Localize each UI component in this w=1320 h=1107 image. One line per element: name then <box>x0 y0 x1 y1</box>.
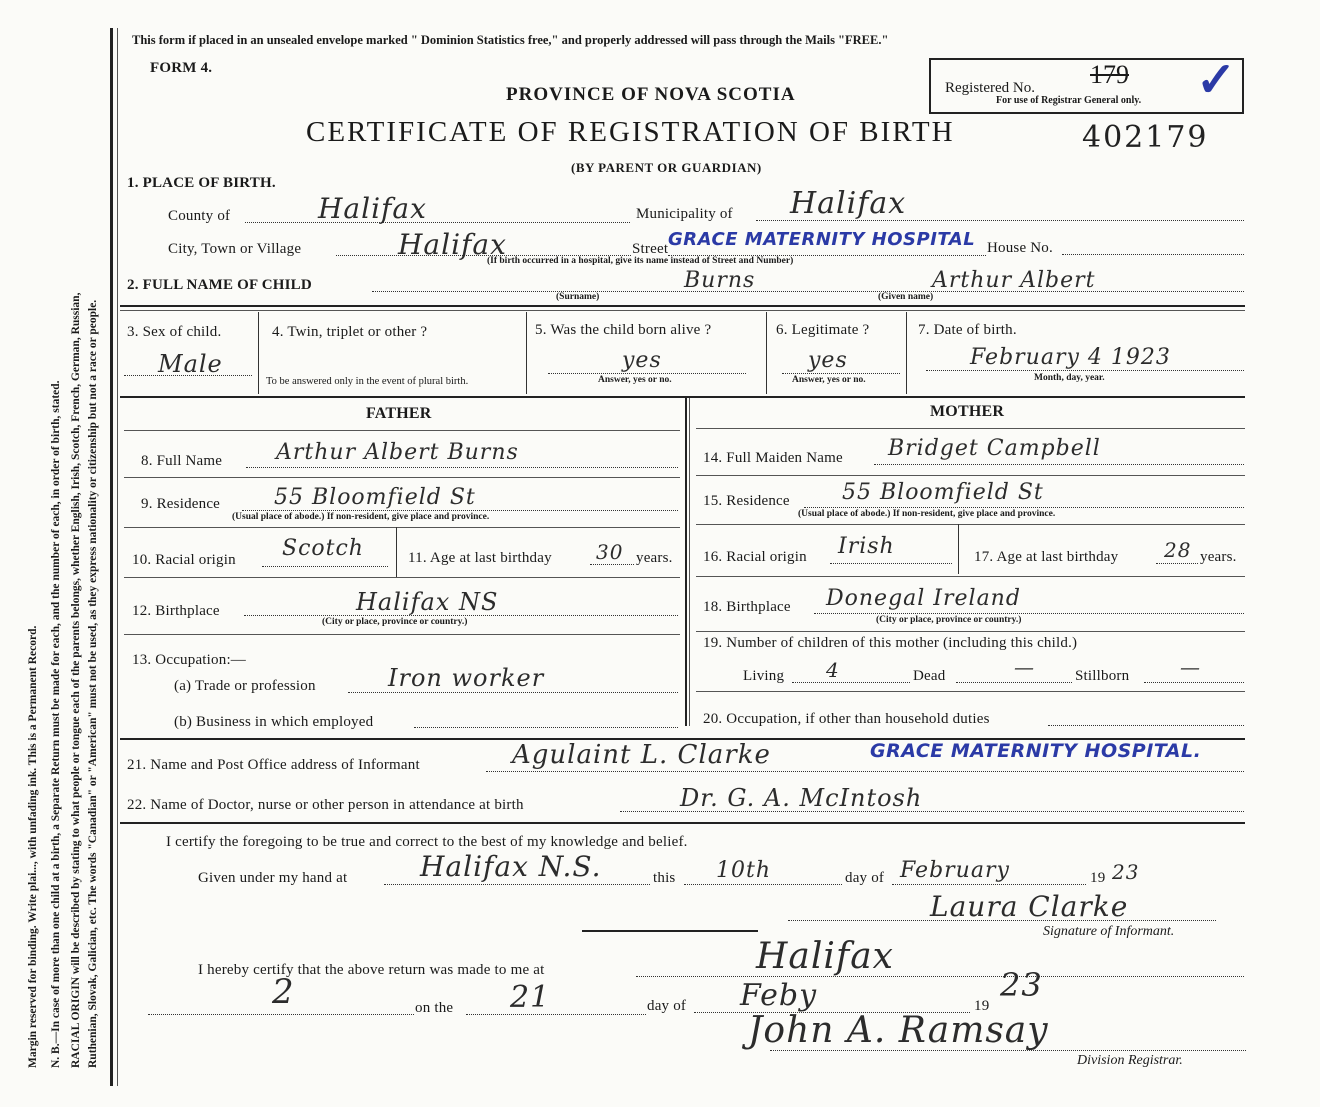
dob-note: Month, day, year. <box>1034 373 1105 383</box>
registrar-signature: John A. Ramsay <box>748 1010 1049 1051</box>
given-under-label: Given under my hand at <box>198 870 348 886</box>
father-birthplace-value: Halifax NS <box>356 588 499 616</box>
sex-label: 3. Sex of child. <box>127 324 222 340</box>
informant-stamp: GRACE MATERNITY HOSPITAL. <box>870 740 1202 762</box>
dob-label: 7. Date of birth. <box>918 322 1017 338</box>
father-occupation-label: 13. Occupation:— <box>132 652 247 668</box>
stillborn-label: Stillborn <box>1075 668 1130 684</box>
mother-age-label: 17. Age at last birthday <box>974 549 1119 565</box>
binding-margin-line-inner <box>117 28 118 1086</box>
street-label: Street <box>632 241 669 257</box>
informant-label: 21. Name and Post Office address of Informant <box>127 757 420 773</box>
registered-value: 179 <box>1090 60 1129 89</box>
day-of-label: day of <box>845 870 885 886</box>
registrar-use-note: For use of Registrar General only. <box>996 95 1142 106</box>
doctor-value: Dr. G. A. McIntosh <box>680 784 923 812</box>
father-years-label: years. <box>636 550 673 566</box>
registered-label: Registered No. <box>945 80 1035 96</box>
registrar-certify-label: I hereby certify that the above return was made to me at <box>198 962 545 978</box>
dob-value: February 4 1923 <box>970 345 1171 370</box>
year-prefix-label: 19 <box>1090 870 1106 886</box>
mother-occupation-label: 20. Occupation, if other than household duties <box>703 711 990 727</box>
given-month-value: February <box>900 858 1010 883</box>
mail-notice: This form if placed in an unsealed envelope marked " Dominion Statistics free," and properly addressed will pass through the Mails "FREE." <box>132 33 889 47</box>
house-label: House No. <box>987 240 1053 256</box>
form-number: FORM 4. <box>150 60 213 76</box>
registrar-year-value: 23 <box>1000 966 1043 1004</box>
mother-name-value: Bridget Campbell <box>888 436 1101 461</box>
mother-residence-value: 55 Bloomfield St <box>842 480 1044 505</box>
registrar-month-value: Feby <box>740 978 818 1013</box>
mother-race-label: 16. Racial origin <box>703 549 807 565</box>
informant-signature-caption: Signature of Informant. <box>1043 924 1175 939</box>
alive-value: yes <box>622 348 662 373</box>
father-residence-label: 9. Residence <box>141 496 221 512</box>
certificate-subtitle: (BY PARENT OR GUARDIAN) <box>571 160 762 175</box>
sex-value: Male <box>158 350 223 378</box>
mother-age-value: 28 <box>1164 538 1192 562</box>
twin-label: 4. Twin, triplet or other ? <box>272 324 428 340</box>
father-birthplace-label: 12. Birthplace <box>132 603 220 619</box>
check-mark-icon: ✓ <box>1196 54 1237 107</box>
registrar-signature-caption: Division Registrar. <box>1077 1053 1183 1068</box>
registrar-year-prefix: 19 <box>974 998 990 1014</box>
mother-residence-note: (Usual place of abode.) If non-resident, give place and province. <box>798 509 1056 519</box>
mother-heading: MOTHER <box>930 403 1005 420</box>
certify-statement: I certify the foregoing to be true and correct to the best of my knowledge and belief. <box>166 834 688 850</box>
hospital-note: (If birth occurred in a hospital, give its name instead of Street and Number) <box>487 256 794 266</box>
living-label: Living <box>743 668 785 684</box>
informant-signature: Laura Clarke <box>930 890 1129 923</box>
father-birthplace-note: (City or place, province or country.) <box>322 617 468 627</box>
informant-name: Agulaint L. Clarke <box>512 740 771 770</box>
province-heading: PROVINCE OF NOVA SCOTIA <box>506 84 796 105</box>
given-year-value: 23 <box>1112 860 1140 884</box>
city-label: City, Town or Village <box>168 241 302 257</box>
legitimate-value: yes <box>808 348 848 373</box>
living-value: 4 <box>826 658 840 682</box>
twin-note: To be answered only in the event of plural birth. <box>266 376 469 387</box>
margin-text-1: Margin reserved for binding. Write plai..., with unfading ink. This is a Permanent Record. <box>27 625 39 1068</box>
child-given-name: Arthur Albert <box>932 268 1096 293</box>
registrar-day-of-label: day of <box>647 998 687 1014</box>
father-trade-label: (a) Trade or profession <box>174 678 316 694</box>
registration-number: 402179 <box>1082 120 1209 155</box>
given-name-note: (Given name) <box>878 292 934 302</box>
mother-children-label: 19. Number of children of this mother (including this child.) <box>703 635 1078 651</box>
municipality-value: Halifax <box>790 186 907 221</box>
legitimate-note: Answer, yes or no. <box>792 375 866 385</box>
father-trade-value: Iron worker <box>388 664 545 692</box>
mother-years-label: years. <box>1200 549 1237 565</box>
father-name-value: Arthur Albert Burns <box>276 440 519 465</box>
father-age-value: 30 <box>596 540 624 564</box>
dead-label: Dead <box>913 668 946 684</box>
father-heading: FATHER <box>366 405 432 422</box>
margin-text-2: N. B.—In case of more than one child at a birth, a Separate Return must be made for each, and the number of each, in order of birth, stated. <box>50 380 62 1068</box>
child-surname: Burns <box>684 268 756 293</box>
mother-birthplace-note: (City or place, province or country.) <box>876 615 1022 625</box>
city-value: Halifax <box>398 228 507 261</box>
mother-name-label: 14. Full Maiden Name <box>703 450 843 466</box>
father-name-label: 8. Full Name <box>141 453 223 469</box>
mother-race-value: Irish <box>838 534 895 559</box>
father-residence-note: (Usual place of abode.) If non-resident, give place and province. <box>232 512 490 522</box>
alive-label: 5. Was the child born alive ? <box>535 322 712 338</box>
alive-note: Answer, yes or no. <box>598 375 672 385</box>
county-label: County of <box>168 208 231 224</box>
registrar-extra-value: 2 <box>272 972 295 1012</box>
municipality-label: Municipality of <box>636 206 733 222</box>
on-the-label: on the <box>415 1000 454 1016</box>
margin-text-4: Ruthenian, Slovak, Galician, etc. The words "Canadian" or "American" must not be used, as they express nationality or citizenship but not a race or people. <box>87 299 99 1068</box>
child-name-label: 2. FULL NAME OF CHILD <box>127 277 312 293</box>
dead-value: — <box>1014 655 1035 679</box>
legitimate-label: 6. Legitimate ? <box>776 322 870 338</box>
binding-margin-line <box>110 28 113 1086</box>
doctor-label: 22. Name of Doctor, nurse or other person in attendance at birth <box>127 797 524 813</box>
surname-note: (Surname) <box>556 292 600 302</box>
registrar-place-value: Halifax <box>756 936 894 977</box>
this-label: this <box>653 870 676 886</box>
given-day-value: 10th <box>716 858 772 883</box>
place-of-birth-label: 1. PLACE OF BIRTH. <box>127 175 276 191</box>
father-business-label: (b) Business in which employed <box>174 714 374 730</box>
father-race-label: 10. Racial origin <box>132 552 236 568</box>
margin-text-3: RACIAL ORIGIN will be described by stating to what people or tongue each of the parents belongs, whether English, Irish, Scotch, French, German, Russian, <box>70 292 82 1068</box>
registrar-day-value: 21 <box>510 980 551 1015</box>
father-age-label: 11. Age at last birthday <box>408 550 552 566</box>
stillborn-value: — <box>1180 655 1201 679</box>
father-residence-value: 55 Bloomfield St <box>274 485 476 510</box>
street-stamp: GRACE MATERNITY HOSPITAL <box>668 229 976 250</box>
county-value: Halifax <box>318 192 427 225</box>
mother-residence-label: 15. Residence <box>703 493 790 509</box>
father-race-value: Scotch <box>282 536 364 561</box>
given-place-value: Halifax N.S. <box>420 850 602 883</box>
mother-birthplace-value: Donegal Ireland <box>826 586 1021 611</box>
certificate-title: CERTIFICATE OF REGISTRATION OF BIRTH <box>306 116 955 148</box>
mother-birthplace-label: 18. Birthplace <box>703 599 791 615</box>
